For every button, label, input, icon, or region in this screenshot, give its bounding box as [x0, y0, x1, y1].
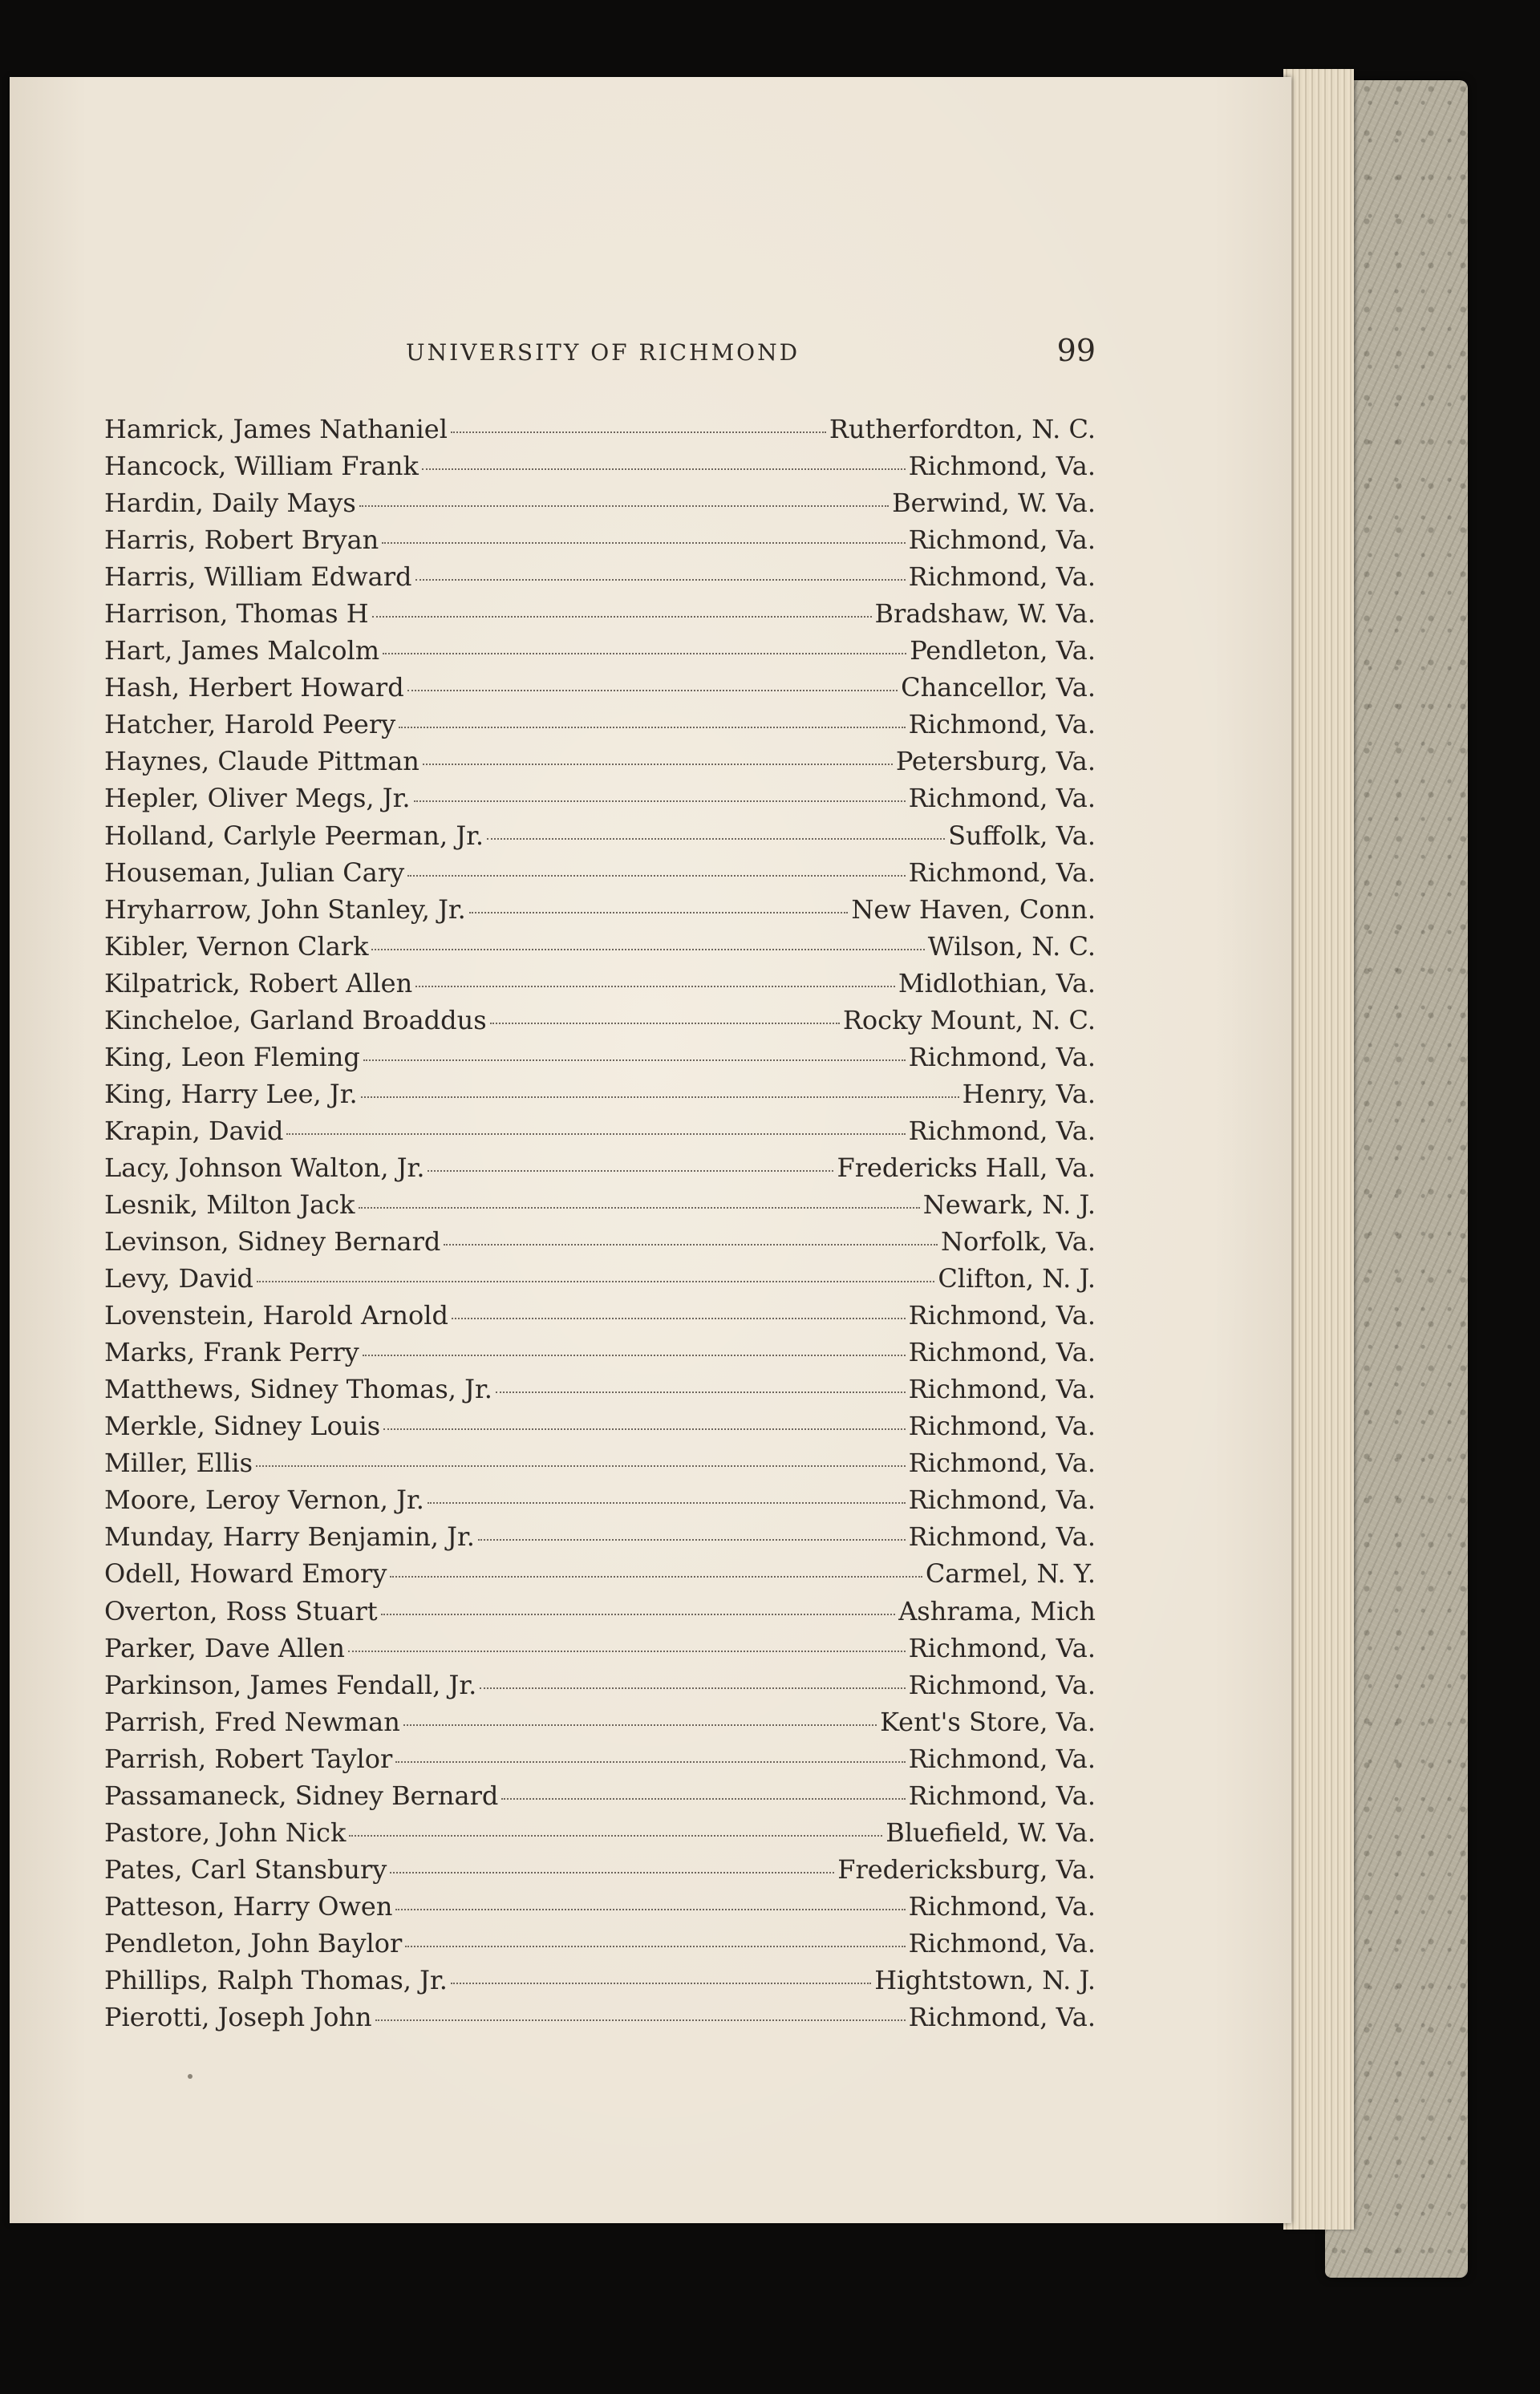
hometown: Rutherfordton, N. C. [829, 414, 1096, 444]
dot-leader [348, 1651, 906, 1652]
student-name: Hart, James Malcolm [104, 635, 380, 666]
list-item [104, 780, 1096, 816]
hometown: New Haven, Conn. [851, 893, 1096, 925]
list-item [104, 1039, 1096, 1075]
list-item [104, 891, 1096, 928]
list-item [104, 1593, 1096, 1630]
dot-leader [359, 505, 889, 507]
list-item [104, 669, 1096, 706]
list-item [104, 743, 1096, 780]
dot-leader [487, 838, 945, 840]
dot-leader [428, 1170, 833, 1172]
list-item [104, 1075, 1096, 1112]
dot-leader [395, 1909, 905, 1910]
dot-leader [395, 1761, 905, 1763]
student-name: Harris, William Edward [104, 561, 412, 593]
hometown: Richmond, Va. [908, 709, 1096, 740]
dot-leader [444, 1244, 938, 1246]
list-item [104, 1260, 1096, 1297]
hometown: Wilson, N. C. [927, 930, 1096, 962]
dot-leader [478, 1539, 906, 1541]
dot-leader [390, 1576, 922, 1578]
hometown: Richmond, Va. [908, 1374, 1096, 1405]
student-name: Odell, Howard Emory [104, 1558, 387, 1590]
hometown: Norfolk, Va. [940, 1226, 1096, 1258]
list-item [104, 706, 1096, 743]
student-name: Overton, Ross Stuart [104, 1595, 378, 1626]
list-item [104, 1667, 1096, 1703]
dot-leader [451, 1983, 871, 1984]
dot-leader [349, 1835, 882, 1837]
hometown: Rocky Mount, N. C. [842, 1004, 1096, 1035]
list-item [104, 1223, 1096, 1260]
hometown: Richmond, Va. [908, 561, 1096, 593]
list-item [104, 1740, 1096, 1777]
dot-leader [363, 1059, 906, 1061]
hometown: Richmond, Va. [908, 1115, 1096, 1146]
hometown: Fredericks Hall, Va. [837, 1152, 1096, 1183]
dot-leader [423, 764, 893, 765]
student-name: Pastore, John Nick [104, 1817, 346, 1848]
hometown: Richmond, Va. [908, 1041, 1096, 1072]
hometown: Kent's Store, Va. [880, 1706, 1096, 1737]
dot-leader [414, 800, 906, 802]
student-name: Kibler, Vernon Clark [104, 930, 369, 962]
student-list [104, 411, 1096, 2036]
student-name: Hryharrow, John Stanley, Jr. [104, 893, 466, 925]
student-name: Pates, Carl Stansbury [104, 1853, 387, 1885]
list-item [104, 1703, 1096, 1740]
student-name: Hancock, William Frank [104, 451, 419, 482]
hometown: Bluefield, W. Va. [886, 1817, 1096, 1848]
hometown: Clifton, N. J. [938, 1263, 1096, 1294]
list-item [104, 1186, 1096, 1223]
list-item [104, 1630, 1096, 1667]
hometown: Chancellor, Va. [901, 672, 1096, 703]
student-name: Miller, Ellis [104, 1448, 253, 1479]
dot-leader [390, 1872, 834, 1873]
hometown: Petersburg, Va. [895, 746, 1096, 777]
student-name: Passamaneck, Sidney Bernard [104, 1780, 499, 1811]
hometown: Richmond, Va. [908, 1780, 1096, 1811]
dot-leader [372, 616, 872, 618]
hometown: Newark, N. J. [922, 1189, 1096, 1220]
hometown: Richmond, Va. [908, 1485, 1096, 1516]
hometown: Pendleton, Va. [910, 635, 1096, 666]
student-name: King, Leon Fleming [104, 1041, 360, 1072]
list-item [104, 1962, 1096, 1999]
dot-leader [375, 2019, 906, 2021]
hometown: Henry, Va. [962, 1078, 1096, 1109]
dot-leader [361, 1096, 959, 1098]
dot-leader [480, 1687, 905, 1689]
hometown: Richmond, Va. [908, 1300, 1096, 1331]
list-item [104, 632, 1096, 669]
student-name: Lesnik, Milton Jack [104, 1189, 355, 1220]
dot-leader [363, 1355, 906, 1356]
list-item [104, 1002, 1096, 1039]
student-name: Marks, Frank Perry [104, 1337, 359, 1368]
student-name: Matthews, Sidney Thomas, Jr. [104, 1374, 492, 1405]
dot-leader [415, 986, 895, 987]
student-name: Levinson, Sidney Bernard [104, 1226, 441, 1258]
student-name: Harris, Robert Bryan [104, 525, 379, 556]
student-name: Moore, Leroy Vernon, Jr. [104, 1485, 424, 1516]
dot-leader [469, 912, 849, 913]
dot-leader [496, 1391, 906, 1393]
dot-leader [428, 1502, 906, 1504]
hometown: Ashrama, Mich [898, 1595, 1096, 1626]
list-item [104, 854, 1096, 891]
student-name: Munday, Harry Benjamin, Jr. [104, 1521, 475, 1553]
hometown: Bradshaw, W. Va. [874, 598, 1096, 630]
hometown: Richmond, Va. [908, 1927, 1096, 1959]
list-item [104, 448, 1096, 484]
list-item [104, 1555, 1096, 1592]
student-name: Levy, David [104, 1263, 253, 1294]
dot-leader [383, 1428, 906, 1430]
hometown: Richmond, Va. [908, 1890, 1096, 1922]
student-name: Hepler, Oliver Megs, Jr. [104, 783, 411, 814]
dot-leader [490, 1023, 840, 1024]
list-item [104, 965, 1096, 1002]
dot-leader [422, 468, 906, 470]
list-item [104, 1297, 1096, 1334]
hometown: Berwind, W. Va. [892, 488, 1096, 519]
list-item [104, 1814, 1096, 1851]
hometown: Fredericksburg, Va. [837, 1853, 1096, 1885]
student-name: Kincheloe, Garland Broaddus [104, 1004, 487, 1035]
student-name: Parkinson, James Fendall, Jr. [104, 1669, 477, 1700]
student-name: Patteson, Harry Owen [104, 1890, 393, 1922]
student-name: Pierotti, Joseph John [104, 2002, 372, 2033]
student-name: Pendleton, John Baylor [104, 1927, 403, 1959]
student-name: Merkle, Sidney Louis [104, 1411, 381, 1442]
student-name: Harrison, Thomas H [104, 598, 369, 630]
dot-leader [452, 1318, 906, 1319]
student-name: Holland, Carlyle Peerman, Jr. [104, 820, 484, 851]
hometown: Richmond, Va. [908, 2002, 1096, 2033]
list-item [104, 521, 1096, 558]
dot-leader [256, 1465, 906, 1467]
list-item [104, 928, 1096, 965]
list-item [104, 1444, 1096, 1481]
hometown: Richmond, Va. [908, 1669, 1096, 1700]
dot-leader [407, 690, 898, 691]
dot-leader [403, 1724, 877, 1726]
dot-leader [399, 727, 905, 728]
student-name: Krapin, David [104, 1115, 284, 1146]
dot-leader [415, 579, 906, 581]
list-item [104, 1371, 1096, 1408]
dot-leader [371, 949, 924, 950]
student-name: King, Harry Lee, Jr. [104, 1078, 358, 1109]
paper-speck [188, 2074, 192, 2079]
hometown: Richmond, Va. [908, 1337, 1096, 1368]
dot-leader [407, 875, 905, 877]
dot-leader [451, 431, 826, 433]
hometown: Richmond, Va. [908, 1743, 1096, 1774]
list-item [104, 1999, 1096, 2036]
dot-leader [382, 542, 905, 544]
student-name: Hash, Herbert Howard [104, 672, 404, 703]
dot-leader [359, 1207, 920, 1209]
list-item [104, 1112, 1096, 1149]
student-name: Lovenstein, Harold Arnold [104, 1300, 448, 1331]
student-name: Houseman, Julian Cary [104, 857, 405, 888]
list-item [104, 411, 1096, 448]
student-name: Hatcher, Harold Peery [104, 709, 396, 740]
hometown: Richmond, Va. [908, 1632, 1096, 1663]
page-edges [1283, 69, 1354, 2230]
student-name: Hamrick, James Nathaniel [104, 414, 448, 444]
list-item [104, 558, 1096, 595]
list-item [104, 484, 1096, 521]
hometown: Carmel, N. Y. [925, 1558, 1096, 1590]
student-name: Parker, Dave Allen [104, 1632, 345, 1663]
hometown: Suffolk, Va. [948, 820, 1096, 851]
hometown: Richmond, Va. [908, 1411, 1096, 1442]
list-item [104, 1334, 1096, 1371]
student-name: Phillips, Ralph Thomas, Jr. [104, 1964, 448, 1995]
list-item [104, 1888, 1096, 1925]
list-item [104, 1777, 1096, 1814]
hometown: Richmond, Va. [908, 451, 1096, 482]
hometown: Richmond, Va. [908, 1521, 1096, 1553]
dot-leader [405, 1946, 905, 1947]
dot-leader [381, 1614, 896, 1615]
book-page [10, 77, 1291, 2223]
hometown: Richmond, Va. [908, 525, 1096, 556]
dot-leader [257, 1281, 934, 1282]
hometown: Hightstown, N. J. [874, 1964, 1096, 1995]
list-item [104, 595, 1096, 632]
list-item [104, 1149, 1096, 1186]
student-name: Hardin, Daily Mays [104, 488, 356, 519]
dot-leader [383, 653, 906, 654]
running-head [406, 333, 1096, 368]
hometown: Richmond, Va. [908, 1448, 1096, 1479]
dot-leader [286, 1133, 905, 1135]
hometown: Midlothian, Va. [898, 967, 1096, 999]
student-name: Kilpatrick, Robert Allen [104, 967, 413, 999]
list-item [104, 817, 1096, 854]
list-item [104, 1408, 1096, 1444]
student-name: Lacy, Johnson Walton, Jr. [104, 1152, 425, 1183]
list-item [104, 1518, 1096, 1555]
student-name: Parrish, Robert Taylor [104, 1743, 393, 1774]
student-name: Parrish, Fred Newman [104, 1706, 400, 1737]
running-title: UNIVERSITY OF RICHMOND [406, 339, 800, 366]
list-item [104, 1925, 1096, 1962]
list-item [104, 1851, 1096, 1888]
page-number: 99 [1056, 333, 1096, 368]
hometown: Richmond, Va. [908, 857, 1096, 888]
hometown: Richmond, Va. [908, 783, 1096, 814]
student-name: Haynes, Claude Pittman [104, 746, 419, 777]
list-item [104, 1481, 1096, 1518]
dot-leader [501, 1798, 905, 1800]
